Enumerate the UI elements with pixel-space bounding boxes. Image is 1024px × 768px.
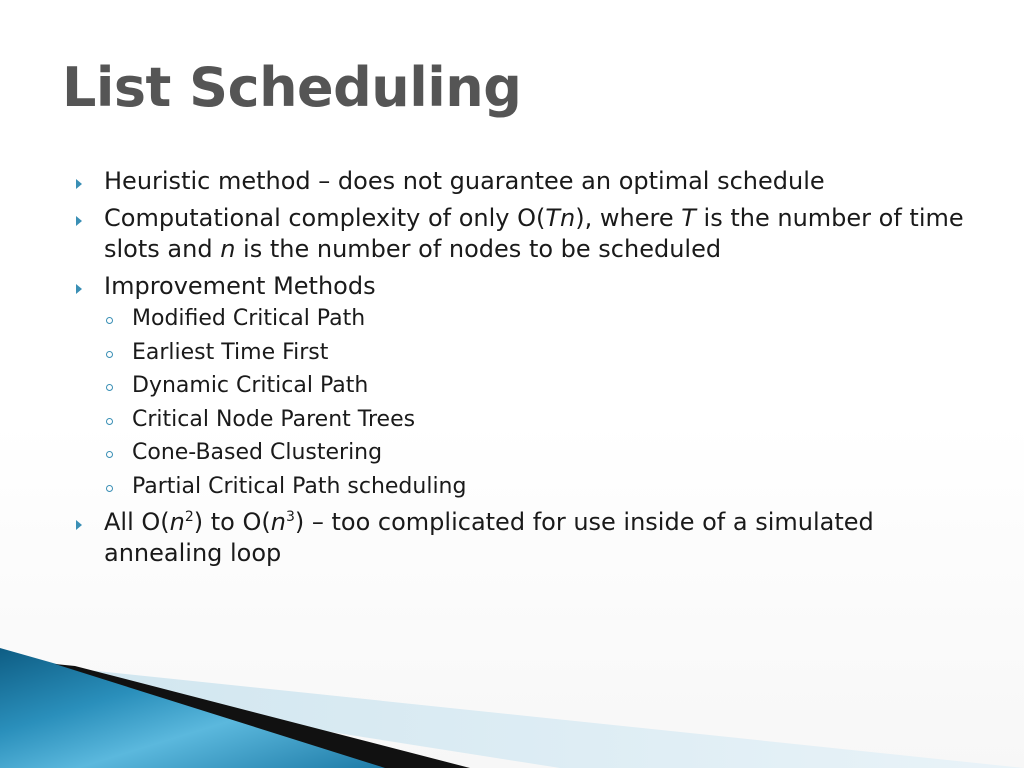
sub-bullet-text: Earliest Time First [132, 339, 329, 365]
bullet-complexity-alternatives [72, 507, 972, 569]
bullet-text-part: ) – too complicated for use inside of a simulated annealing loop [104, 507, 874, 567]
sub-bullet [72, 305, 972, 333]
sub-bullet-text: Dynamic Critical Path [132, 373, 369, 398]
circle-bullet-icon [106, 485, 113, 492]
arrow-bullet-icon [76, 520, 82, 530]
bullet-text: Heuristic method – does not guarantee an optimal schedule [104, 167, 825, 195]
decorative-wave-band [0, 620, 1024, 768]
bullet-text-part: is the number of nodes to be scheduled [235, 235, 722, 263]
sub-bullet [72, 473, 972, 501]
sub-bullet [72, 339, 972, 367]
math-var: n [270, 507, 286, 536]
bullet-list [72, 166, 972, 575]
superscript: 2 [184, 508, 194, 525]
bullet-text-part: All O( [104, 507, 170, 536]
circle-bullet-icon [106, 384, 113, 391]
math-var: Tn [545, 204, 576, 232]
circle-bullet-icon [106, 418, 113, 425]
arrow-bullet-icon [76, 284, 82, 294]
circle-bullet-icon [106, 451, 113, 458]
sub-bullet [72, 439, 972, 467]
improvement-methods-list [72, 305, 972, 501]
sub-bullet-text: Modified Critical Path [132, 306, 366, 331]
sub-bullet-text: Partial Critical Path scheduling [132, 473, 467, 499]
bullet-text-part: is the number of time slots and [104, 204, 964, 263]
bullet-improvement-methods [72, 271, 972, 501]
bullet-heuristic [72, 166, 972, 197]
math-var: T [681, 204, 696, 232]
arrow-bullet-icon [76, 216, 82, 226]
bullet-text: Improvement Methods [104, 272, 376, 300]
superscript: 3 [285, 508, 295, 525]
arrow-bullet-icon [76, 179, 82, 189]
sub-bullet [72, 406, 972, 434]
math-var: n [169, 507, 185, 536]
bullet-text-part: ), where [575, 204, 682, 232]
sub-bullet-text: Critical Node Parent Trees [132, 406, 416, 432]
circle-bullet-icon [106, 351, 113, 358]
bullet-text-part: ) to O( [193, 507, 271, 536]
bullet-complexity [72, 203, 972, 265]
sub-bullet-text: Cone-Based Clustering [132, 440, 383, 465]
sub-bullet [72, 372, 972, 400]
slide-title: List Scheduling [62, 56, 522, 119]
math-var: n [220, 235, 236, 263]
circle-bullet-icon [106, 317, 113, 324]
bullet-text-part: Computational complexity of only O( [104, 204, 546, 232]
